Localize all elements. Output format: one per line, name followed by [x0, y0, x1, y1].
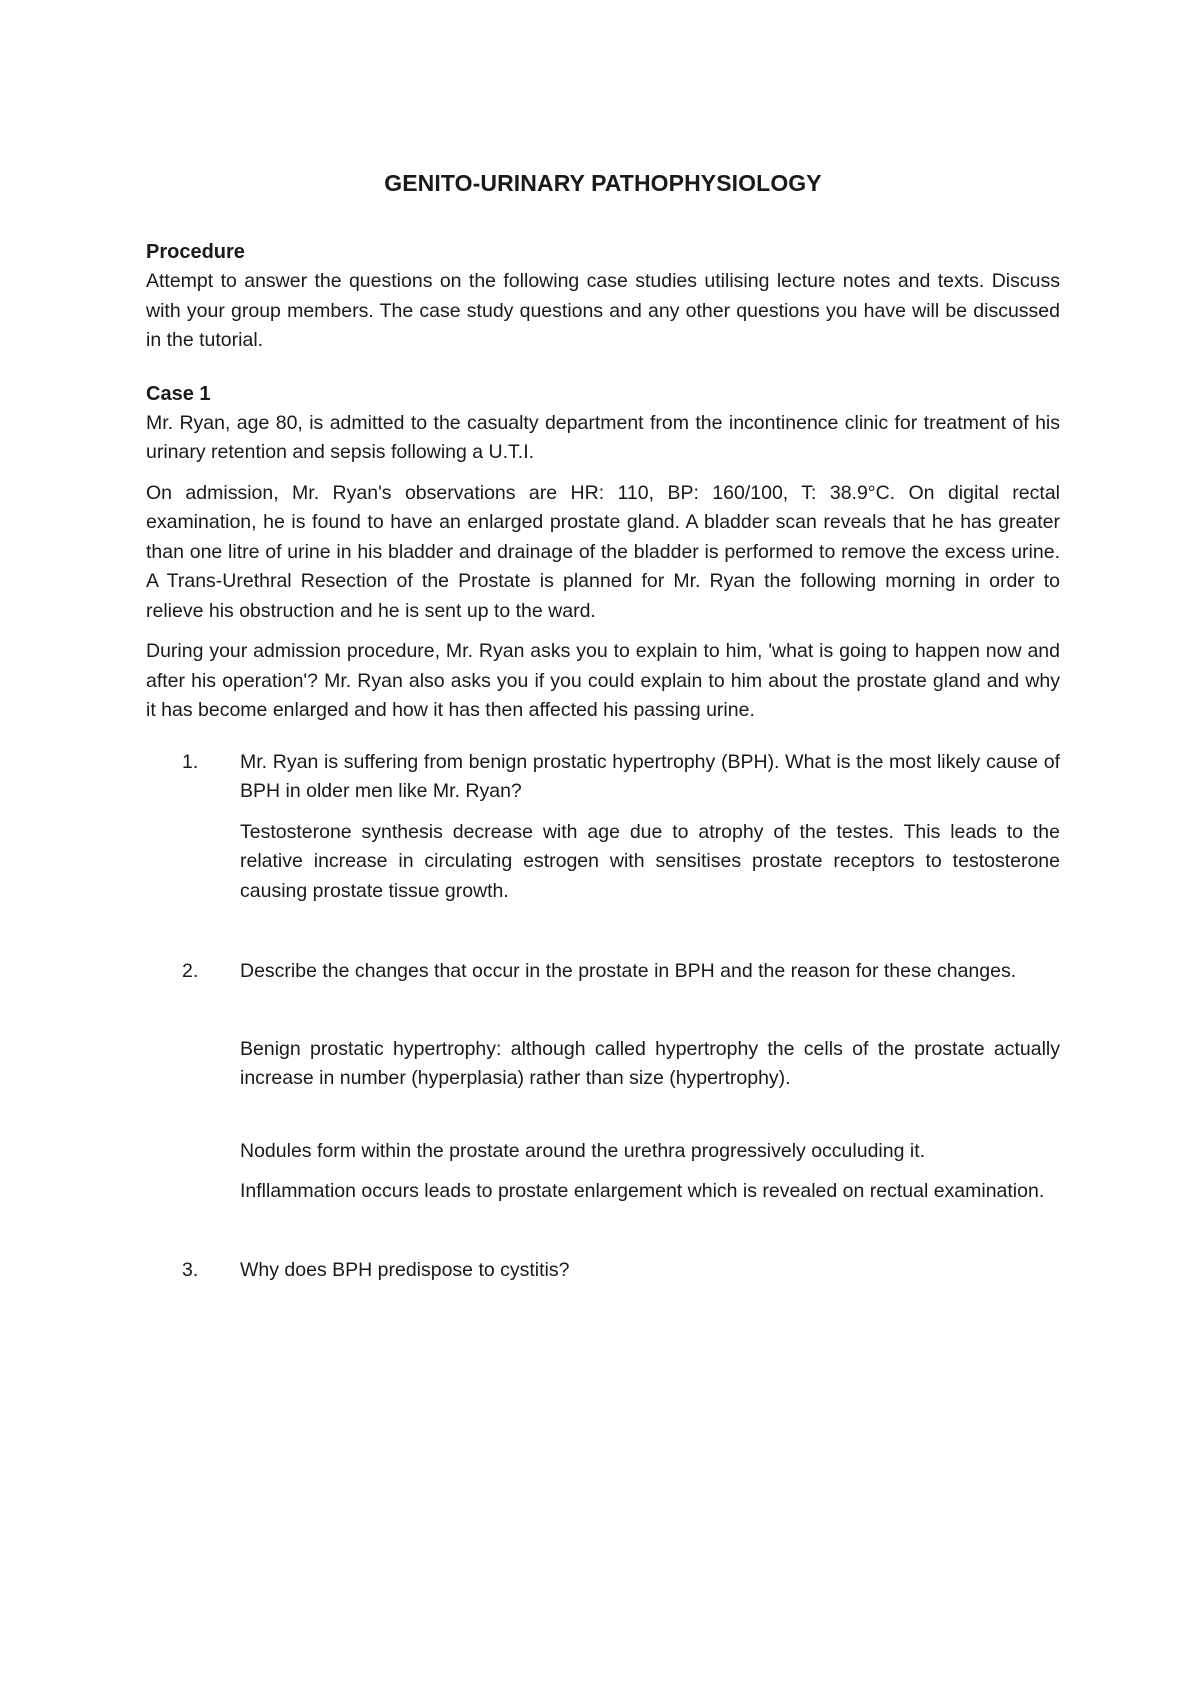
case1-paragraph: On admission, Mr. Ryan's observations are HR: 110, BP: 160/100, T: 38.9°C. On digital rectal examination, he is found to have an enlarged prostate gland. A bladder scan reveals that he has greater than one litre of urine in his bladder and drainage of the bladder is performed to remove the excess urine. A Trans-Urethral Resection of the Prostate is planned for Mr. Ryan the following morning in order to relieve his obstruction and he is sent up to the ward. — [146, 481, 1060, 622]
question-number: 2. — [182, 960, 199, 982]
question-text: Describe the changes that occur in the prostate in BPH and the reason for these changes. — [240, 960, 1017, 982]
question-item — [146, 1256, 1060, 1286]
question-number: 3. — [182, 1258, 199, 1281]
case1-paragraph: During your admission procedure, Mr. Ryan asks you to explain to him, 'what is going to happen now and after his operation'? Mr. Ryan also asks you if you could explain to him about the prostate gland and why it has become enlarged and how it has then affected his passing urine. — [146, 640, 1060, 721]
answer-text: Testosterone synthesis decrease with age due to atrophy of the testes. This leads to the relative increase in circulating estrogen with sensitises prostate receptors to testosterone causing prostate tissue growth. — [240, 820, 1060, 902]
answer-text: Nodules form within the prostate around the urethra progressively occuluding it. — [240, 1139, 926, 1162]
question-item — [146, 748, 1060, 807]
answer-block — [146, 1137, 1060, 1167]
question-number: 1. — [182, 750, 199, 773]
question-item — [146, 957, 1060, 987]
case1-heading: Case 1 — [146, 382, 211, 405]
answer-block — [146, 1035, 1060, 1094]
procedure-heading: Procedure — [146, 241, 245, 263]
question-text: Mr. Ryan is suffering from benign prostatic hypertrophy (BPH). What is the most likely cause of BPH in older men like Mr. Ryan? — [240, 750, 1060, 802]
page-title: GENITO-URINARY PATHOPHYSIOLOGY — [384, 170, 822, 196]
procedure-text: Attempt to answer the questions on the following case studies utilising lecture notes and texts. Discuss with your group members. The case study questions and any other questions you have will be discussed in the tutorial. — [146, 270, 1060, 351]
answer-block — [146, 818, 1060, 907]
answer-text: Infllammation occurs leads to prostate enlargement which is revealed on rectual examination. — [240, 1180, 1045, 1202]
document-body — [146, 168, 1060, 1285]
answer-text: Benign prostatic hypertrophy: although called hypertrophy the cells of the prostate actually increase in number (hyperplasia) rather than size (hypertrophy). — [240, 1037, 1060, 1089]
question-text: Why does BPH predispose to cystitis? — [240, 1258, 570, 1281]
answer-block — [146, 1177, 1060, 1207]
case1-paragraph: Mr. Ryan, age 80, is admitted to the casualty department from the incontinence clinic for treatment of his urinary retention and sepsis following a U.T.I. — [146, 411, 1060, 463]
